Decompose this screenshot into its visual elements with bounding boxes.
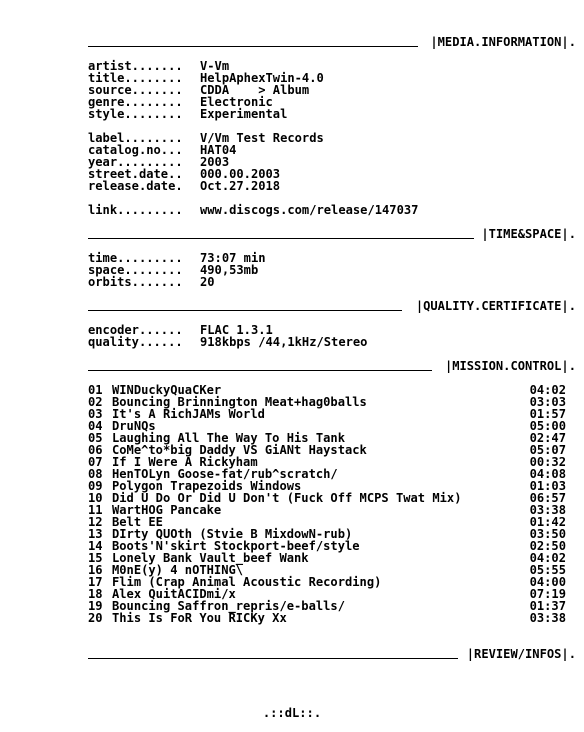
label-value: V/Vm Test Records xyxy=(200,131,324,145)
track-duration: 01:57 xyxy=(529,407,566,421)
track-number: 05 xyxy=(88,431,103,445)
orbits-value: 20 xyxy=(200,275,215,289)
mission-control-header xyxy=(88,360,576,372)
track-number: 19 xyxy=(88,599,103,613)
header-rule xyxy=(88,238,474,239)
track-number: 13 xyxy=(88,527,103,541)
field-key: orbits....... xyxy=(88,275,183,289)
track-duration: 03:38 xyxy=(529,611,566,625)
track-title: Bouncing Saffron_repris/e-balls/ xyxy=(112,599,345,613)
track-title: This Is FoR You RICKy Xx xyxy=(112,611,287,625)
track-title: Bouncing Brinnington Meat+hag0balls xyxy=(112,395,367,409)
release-date-row xyxy=(88,180,280,192)
track-title: DIrty QUOth (Stvie B MixdowN-rub) xyxy=(112,527,353,541)
field-key: encoder...... xyxy=(88,323,183,337)
field-key: label........ xyxy=(88,131,183,145)
track-number: 02 xyxy=(88,395,103,409)
track-duration: 02:47 xyxy=(529,431,566,445)
track-duration: 06:57 xyxy=(529,491,566,505)
release-date-value: Oct.27.2018 xyxy=(200,179,281,193)
track-title: Laughing All The Way To His Tank xyxy=(112,431,345,445)
catalog-value: HAT04 xyxy=(200,143,237,157)
track-title: WINDuckyQuaCKer xyxy=(112,383,222,397)
track-title: CoMe^to*big Daddy VS GiANt Haystack xyxy=(112,443,367,457)
track-duration: 00:32 xyxy=(529,455,566,469)
field-key: street.date.. xyxy=(88,167,183,181)
track-row xyxy=(88,612,566,624)
header-rule xyxy=(88,370,432,371)
track-duration: 01:37 xyxy=(529,599,566,613)
track-title: Did U Do Or Did U Don't (Fuck Off MCPS Twat Mix) xyxy=(112,491,462,505)
street-date-value: 000.00.2003 xyxy=(200,167,281,181)
track-number: 07 xyxy=(88,455,103,469)
track-number: 18 xyxy=(88,587,103,601)
artist-value: V-Vm xyxy=(200,59,230,73)
track-duration: 07:19 xyxy=(529,587,566,601)
quality-value: 918kbps /44,1kHz/Stereo xyxy=(200,335,368,349)
header-label: |QUALITY.CERTIFICATE|. xyxy=(415,299,576,313)
encoder-value: FLAC 1.3.1 xyxy=(200,323,273,337)
track-title: Lonely Bank Vault_beef Wank xyxy=(112,551,309,565)
track-number: 03 xyxy=(88,407,103,421)
field-key: artist....... xyxy=(88,59,183,73)
header-label: |MISSION.CONTROL|. xyxy=(444,359,576,373)
media-information-header xyxy=(88,36,576,48)
title-value: HelpAphexTwin-4.0 xyxy=(200,71,324,85)
track-duration: 05:00 xyxy=(529,419,566,433)
track-number: 20 xyxy=(88,611,103,625)
footer-signature: .::dL::. xyxy=(262,706,322,720)
track-number: 12 xyxy=(88,515,103,529)
field-key: source....... xyxy=(88,83,183,97)
header-label: |REVIEW/INFOS|. xyxy=(466,647,576,661)
track-title: HenTOLyn Goose-fat/rub^scratch/ xyxy=(112,467,338,481)
field-key: time......... xyxy=(88,251,183,265)
field-key: style........ xyxy=(88,107,183,121)
track-number: 01 xyxy=(88,383,103,397)
track-number: 11 xyxy=(88,503,103,517)
link-row xyxy=(88,204,418,216)
source-value: CDDA > Album xyxy=(200,83,310,97)
year-value: 2003 xyxy=(200,155,230,169)
track-title: Alex QuitACIDmi/x xyxy=(112,587,236,601)
header-rule xyxy=(88,46,418,47)
track-number: 04 xyxy=(88,419,103,433)
space-value: 490,53mb xyxy=(200,263,259,277)
header-rule xyxy=(88,310,402,311)
header-label: |MEDIA.INFORMATION|. xyxy=(430,35,576,49)
time-space-header xyxy=(88,228,576,240)
track-number: 06 xyxy=(88,443,103,457)
track-duration: 03:50 xyxy=(529,527,566,541)
track-row xyxy=(88,408,566,420)
link-value: www.discogs.com/release/147037 xyxy=(200,203,419,217)
style-row xyxy=(88,108,287,120)
track-number: 09 xyxy=(88,479,103,493)
track-duration: 03:03 xyxy=(529,395,566,409)
field-key: catalog.no... xyxy=(88,143,183,157)
header-rule xyxy=(88,658,458,659)
track-number: 14 xyxy=(88,539,103,553)
track-duration: 04:02 xyxy=(529,551,566,565)
field-key: quality...... xyxy=(88,335,183,349)
track-title: Flim (Crap Animal Acoustic Recording) xyxy=(112,575,382,589)
genre-value: Electronic xyxy=(200,95,273,109)
track-duration: 05:55 xyxy=(529,563,566,577)
track-title: Polygon Trapezoids Windows xyxy=(112,479,302,493)
field-key: year......... xyxy=(88,155,183,169)
track-number: 10 xyxy=(88,491,103,505)
track-title: Belt EE xyxy=(112,515,163,529)
track-number: 17 xyxy=(88,575,103,589)
track-title: DruNQs xyxy=(112,419,156,433)
track-title: If I Were A Rickyham xyxy=(112,455,258,469)
track-duration: 03:38 xyxy=(529,503,566,517)
field-key: space........ xyxy=(88,263,183,277)
track-duration: 01:42 xyxy=(529,515,566,529)
track-title: WartHOG Pancake xyxy=(112,503,222,517)
field-key: release.date. xyxy=(88,179,183,193)
track-title: Boots'N'skirt Stockport-beef/style xyxy=(112,539,360,553)
track-duration: 05:07 xyxy=(529,443,566,457)
field-key: genre........ xyxy=(88,95,183,109)
track-duration: 04:08 xyxy=(529,467,566,481)
style-value: Experimental xyxy=(200,107,288,121)
track-duration: 04:02 xyxy=(529,383,566,397)
field-key: title........ xyxy=(88,71,183,85)
track-title: It's A RichJAMs World xyxy=(112,407,265,421)
header-label: |TIME&SPACE|. xyxy=(481,227,576,241)
time-value: 73:07 min xyxy=(200,251,266,265)
track-duration: 02:50 xyxy=(529,539,566,553)
track-number: 08 xyxy=(88,467,103,481)
orbits-row xyxy=(88,276,215,288)
field-key: link......... xyxy=(88,203,183,217)
track-duration: 04:00 xyxy=(529,575,566,589)
track-number: 15 xyxy=(88,551,103,565)
quality-certificate-header xyxy=(88,300,576,312)
track-title: M0nE(y) 4 nOTHING\ xyxy=(112,563,244,577)
track-duration: 01:03 xyxy=(529,479,566,493)
track-number: 16 xyxy=(88,563,103,577)
review-infos-header xyxy=(88,648,576,660)
quality-row xyxy=(88,336,367,348)
